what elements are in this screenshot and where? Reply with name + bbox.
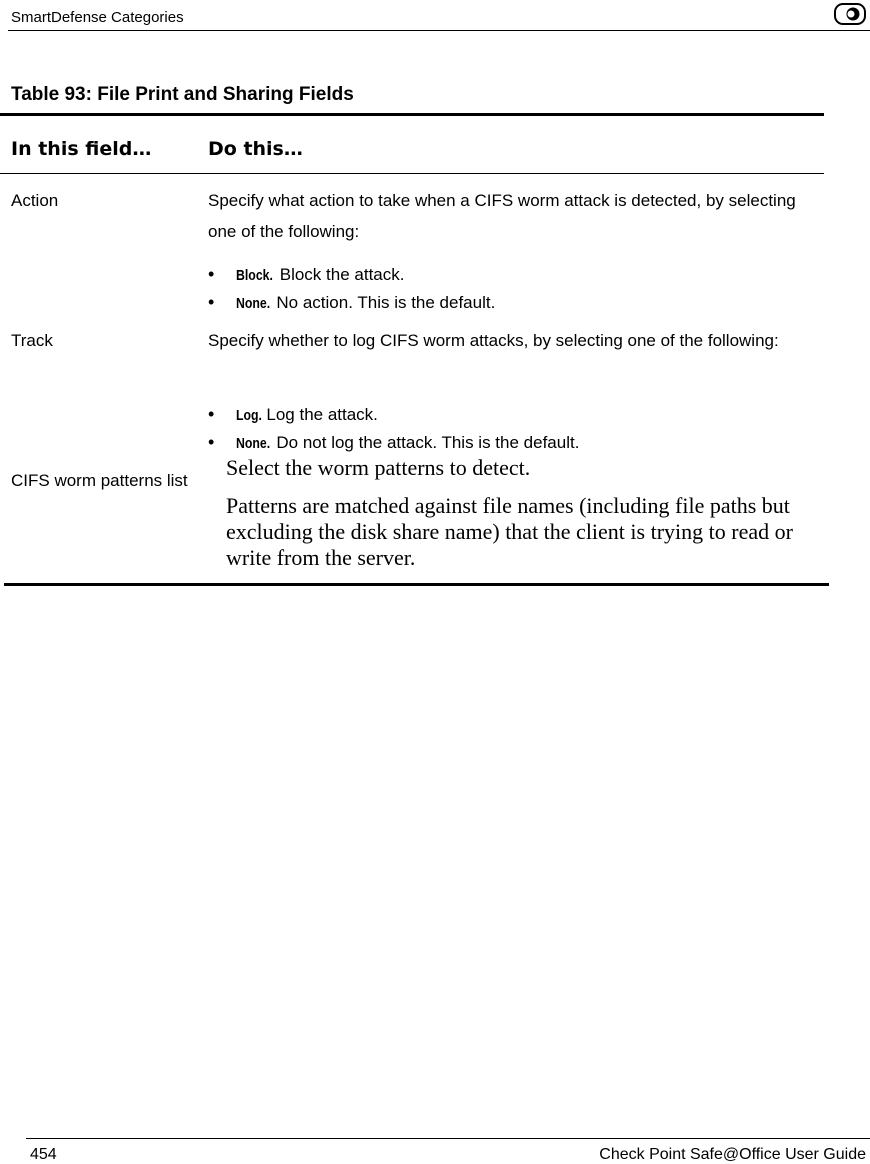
table-caption: Table 93: File Print and Sharing Fields — [11, 84, 354, 105]
list-item: • Log. Log the attack. — [208, 404, 378, 424]
field-name-action: Action — [11, 191, 59, 210]
guide-title: Check Point Safe@Office User Guide — [599, 1146, 866, 1163]
table-bottom-rule — [4, 583, 829, 586]
column-header-action: Do this… — [208, 138, 303, 160]
column-header-field: In this field… — [11, 138, 152, 160]
footer-rule — [26, 1138, 870, 1139]
bullet-icon: • — [208, 292, 215, 312]
field-description-track: Specify whether to log CIFS worm attacks, by selecting one of the following: — [208, 331, 779, 350]
running-header-title: SmartDefense Categories — [11, 9, 184, 26]
check-point-logo-icon — [834, 3, 866, 25]
field-description-patterns-summary: Select the worm patterns to detect. — [226, 455, 531, 480]
bullet-icon: • — [208, 432, 215, 452]
page-number: 454 — [30, 1146, 57, 1163]
bullet-icon: • — [208, 404, 215, 424]
field-description-patterns-detail: Patterns are matched against file names (including file paths but excluding the disk share name) that the client is trying to read or write from the server. — [226, 493, 793, 570]
table-top-rule — [0, 113, 824, 116]
header-rule — [8, 30, 870, 31]
field-name-track: Track — [11, 331, 53, 350]
list-item: • None. Do not log the attack. This is the default. — [208, 432, 580, 452]
field-description-action: Specify what action to take when a CIFS worm attack is detected, by selecting one of the following: — [208, 191, 796, 241]
list-item: • Block. Block the attack. — [208, 264, 405, 284]
table-header-rule — [0, 173, 824, 174]
field-name-cifs-worm-patterns-list: CIFS worm patterns list — [11, 471, 188, 490]
list-item: • None. No action. This is the default. — [208, 292, 496, 312]
bullet-icon: • — [208, 264, 215, 284]
